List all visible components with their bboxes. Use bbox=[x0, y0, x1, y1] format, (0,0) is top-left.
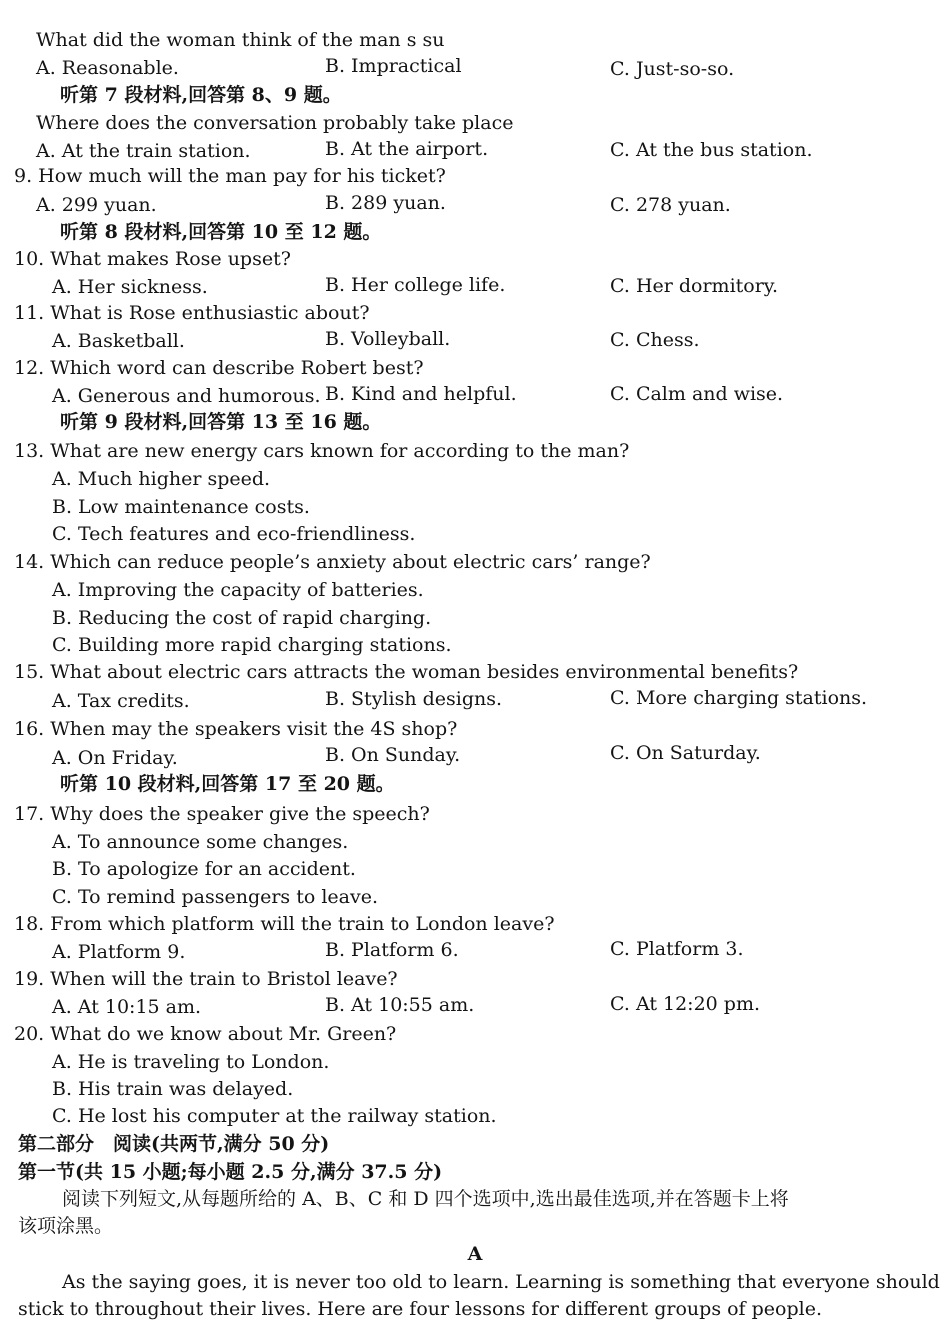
q12-option-a: A. Generous and humorous. bbox=[52, 385, 321, 407]
q11-option-b: B. Volleyball. bbox=[325, 328, 451, 350]
q19-option-a: A. At 10:15 am. bbox=[52, 996, 202, 1018]
q10-option-c: C. Her dormitory. bbox=[610, 275, 779, 297]
q10-option-b: B. Her college life. bbox=[325, 274, 506, 296]
q13-stem: 13. What are new energy cars known for according to the man? bbox=[14, 440, 630, 462]
q8-stem: Where does the conversation probably take place bbox=[36, 112, 514, 134]
q11-option-c: C. Chess. bbox=[610, 329, 700, 351]
q20-option-c: C. He lost his computer at the railway station. bbox=[52, 1105, 497, 1127]
q9-stem: 9. How much will the man pay for his ticket? bbox=[14, 165, 446, 187]
q8-option-b: B. At the airport. bbox=[325, 138, 489, 160]
q8-option-c: C. At the bus station. bbox=[610, 139, 813, 161]
q16-option-b: B. On Sunday. bbox=[325, 744, 461, 766]
q19-stem: 19. When will the train to Bristol leave? bbox=[14, 968, 398, 990]
passage-line-2: stick to throughout their lives. Here are four lessons for different groups of people. bbox=[18, 1298, 822, 1320]
q12-option-c: C. Calm and wise. bbox=[610, 383, 784, 405]
q9-option-b: B. 289 yuan. bbox=[325, 192, 446, 214]
q13-option-a: A. Much higher speed. bbox=[52, 468, 271, 490]
q10-option-a: A. Her sickness. bbox=[52, 276, 208, 298]
q17-option-b: B. To apologize for an accident. bbox=[52, 858, 356, 880]
q19-option-b: B. At 10:55 am. bbox=[325, 994, 475, 1016]
instruction-part-8: 听第 8 段材料,回答第 10 至 12 题。 bbox=[60, 221, 382, 243]
instruction-part-10: 听第 10 段材料,回答第 17 至 20 题。 bbox=[60, 773, 395, 795]
q13-option-c: C. Tech features and eco-friendliness. bbox=[52, 523, 416, 545]
instruction-part-9: 听第 9 段材料,回答第 13 至 16 题。 bbox=[60, 411, 382, 433]
q15-option-a: A. Tax credits. bbox=[52, 690, 190, 712]
passage-line-1: As the saying goes, it is never too old to learn. Learning is something that everyone should bbox=[62, 1271, 940, 1293]
q16-stem: 16. When may the speakers visit the 4S shop? bbox=[14, 718, 458, 740]
q17-stem: 17. Why does the speaker give the speech? bbox=[14, 803, 430, 825]
q16-option-a: A. On Friday. bbox=[52, 747, 178, 769]
q11-stem: 11. What is Rose enthusiastic about? bbox=[14, 302, 370, 324]
q18-option-c: C. Platform 3. bbox=[610, 938, 744, 960]
q14-option-a: A. Improving the capacity of batteries. bbox=[52, 579, 424, 601]
passage-label: A bbox=[467, 1243, 483, 1265]
q7-option-b: B. Impractical bbox=[325, 55, 462, 77]
section1-title: 第一节(共 15 小题;每小题 2.5 分,满分 37.5 分) bbox=[18, 1161, 443, 1183]
q18-stem: 18. From which platform will the train to London leave? bbox=[14, 913, 555, 935]
q11-option-a: A. Basketball. bbox=[52, 330, 185, 352]
q20-option-a: A. He is traveling to London. bbox=[52, 1051, 330, 1073]
q7-option-c: C. Just-so-so. bbox=[610, 58, 735, 80]
directions-line-2: 该项涂黑。 bbox=[18, 1215, 114, 1237]
q17-option-a: A. To announce some changes. bbox=[52, 831, 349, 853]
q14-stem: 14. Which can reduce people’s anxiety about electric cars’ range? bbox=[14, 551, 651, 573]
q14-option-b: B. Reducing the cost of rapid charging. bbox=[52, 607, 432, 629]
q8-option-a: A. At the train station. bbox=[36, 140, 251, 162]
q7-option-a: A. Reasonable. bbox=[36, 57, 179, 79]
q10-stem: 10. What makes Rose upset? bbox=[14, 248, 291, 270]
q18-option-a: A. Platform 9. bbox=[52, 941, 186, 963]
directions-line-1: 阅读下列短文,从每题所给的 A、B、C 和 D 四个选项中,选出最佳选项,并在答题卡上将 bbox=[62, 1188, 789, 1210]
q12-stem: 12. Which word can describe Robert best? bbox=[14, 357, 424, 379]
q15-stem: 15. What about electric cars attracts the woman besides environmental benefits? bbox=[14, 661, 799, 683]
q17-option-c: C. To remind passengers to leave. bbox=[52, 886, 379, 908]
instruction-part-7: 听第 7 段材料,回答第 8、9 题。 bbox=[60, 84, 342, 106]
q19-option-c: C. At 12:20 pm. bbox=[610, 993, 761, 1015]
q14-option-c: C. Building more rapid charging stations. bbox=[52, 634, 452, 656]
q9-option-c: C. 278 yuan. bbox=[610, 194, 731, 216]
q15-option-b: B. Stylish designs. bbox=[325, 688, 503, 710]
q15-option-c: C. More charging stations. bbox=[610, 687, 868, 709]
q12-option-b: B. Kind and helpful. bbox=[325, 383, 517, 405]
q7-stem: What did the woman think of the man s su bbox=[36, 29, 445, 51]
q20-stem: 20. What do we know about Mr. Green? bbox=[14, 1023, 397, 1045]
q16-option-c: C. On Saturday. bbox=[610, 742, 761, 764]
q9-option-a: A. 299 yuan. bbox=[36, 194, 157, 216]
q20-option-b: B. His train was delayed. bbox=[52, 1078, 294, 1100]
q13-option-b: B. Low maintenance costs. bbox=[52, 496, 310, 518]
part2-title: 第二部分 阅读(共两节,满分 50 分) bbox=[18, 1133, 330, 1155]
q18-option-b: B. Platform 6. bbox=[325, 939, 459, 961]
